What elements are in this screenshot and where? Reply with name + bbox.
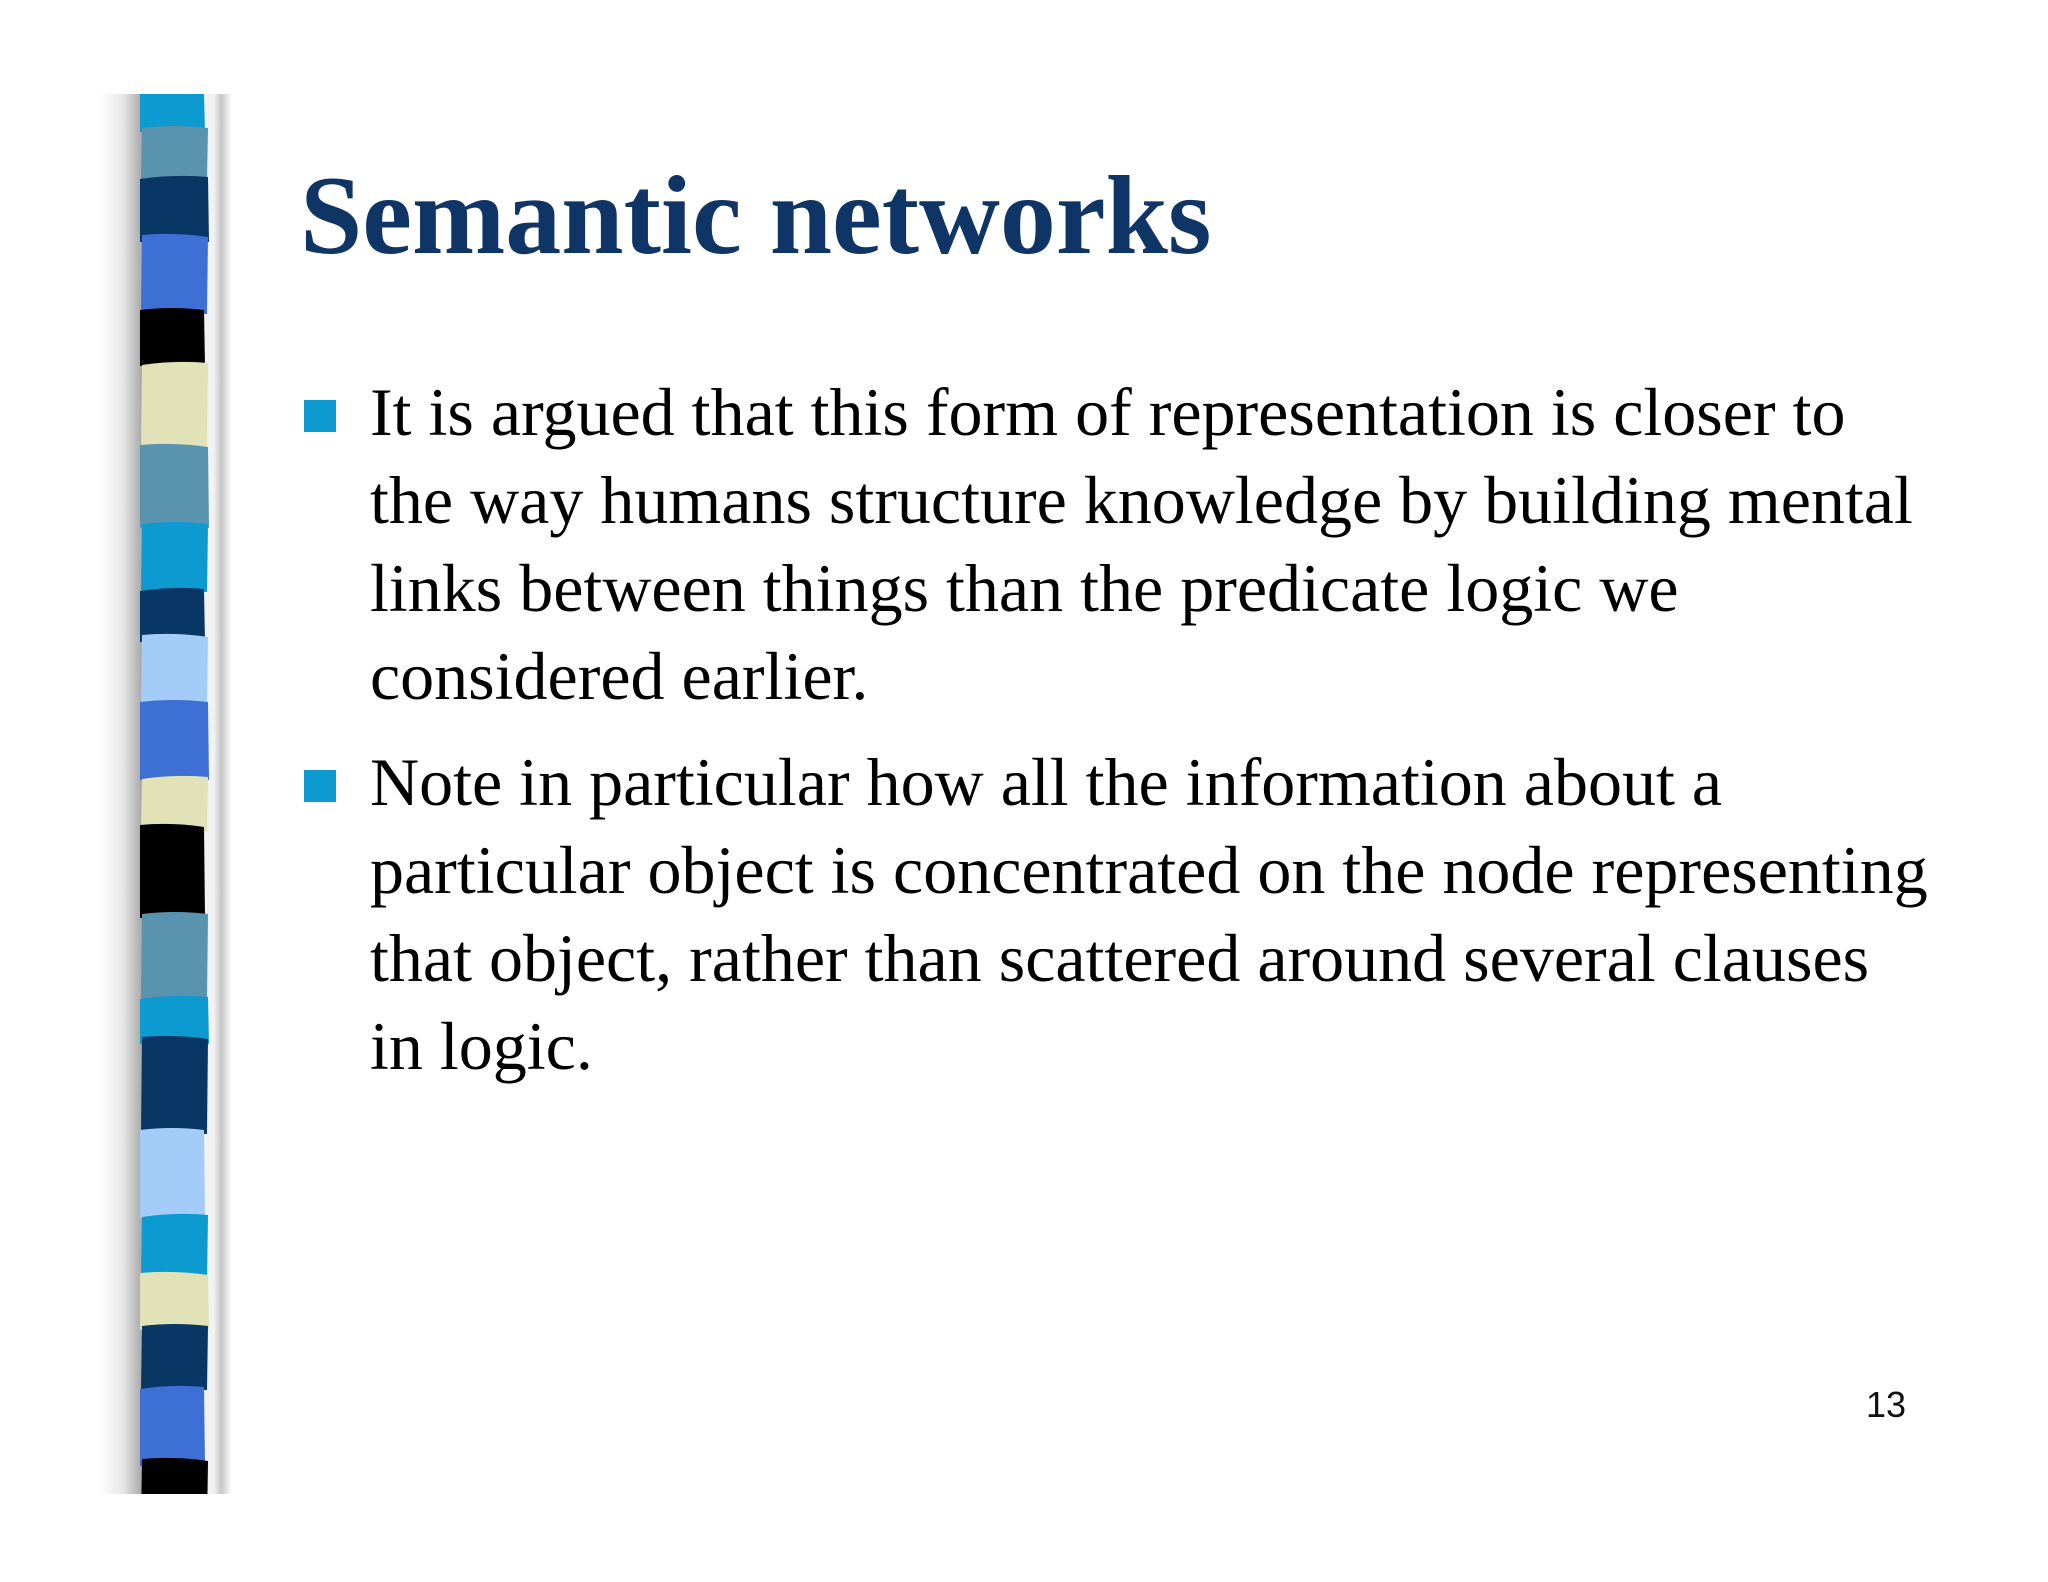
bullet-text: Note in particular how all the information about a particular object is concentrated on the node representing that object, rather than scattered around several clauses in logic.	[370, 744, 1928, 1084]
stripe-block	[141, 522, 208, 592]
decorative-color-stripe	[100, 94, 232, 1494]
stripe-block	[140, 1386, 205, 1466]
stripe-block	[140, 176, 209, 242]
bullet-item	[300, 368, 1930, 720]
stripe-block	[140, 1128, 205, 1218]
stripe-block	[141, 1036, 208, 1134]
stripe-block	[140, 588, 205, 642]
square-bullet-icon	[304, 770, 336, 802]
stripe-block	[141, 1458, 208, 1494]
stripe-block	[140, 308, 205, 366]
stripe-block	[141, 234, 208, 314]
stripe-block	[141, 776, 208, 832]
stripe-block	[141, 634, 208, 706]
bullet-list	[300, 368, 1930, 1108]
stripe-block	[140, 1272, 209, 1330]
stripe-block	[140, 824, 205, 918]
stripe-block	[141, 1324, 208, 1390]
bullet-item	[300, 738, 1930, 1090]
page-number: 13	[1865, 1384, 1906, 1425]
stripe-block	[140, 700, 209, 780]
stripe-block	[141, 912, 208, 1000]
stripe-block	[141, 126, 208, 180]
square-bullet-icon	[304, 400, 336, 432]
stripe-block	[141, 362, 208, 452]
bullet-text: It is argued that this form of representation is closer to the way humans structure knowledge by building mental links between things than the predicate logic we considered earlier.	[370, 374, 1913, 714]
stripe-block	[141, 1214, 208, 1280]
slide-title: Semantic networks	[300, 154, 1212, 278]
stripe-block	[140, 444, 209, 528]
